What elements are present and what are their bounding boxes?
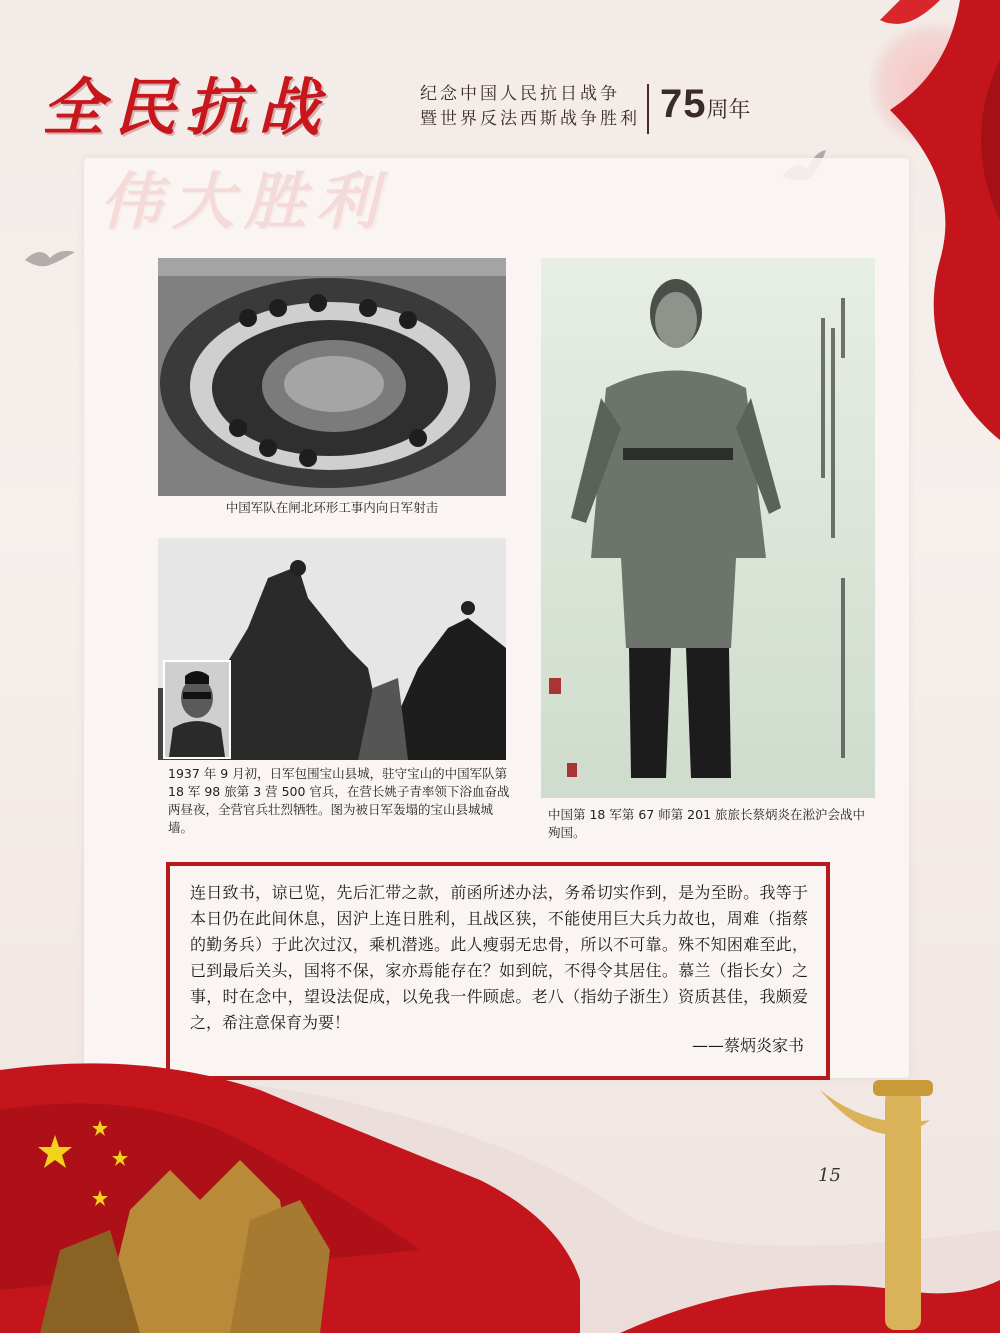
anniversary-badge — [660, 82, 751, 127]
officer-painting-photo — [541, 258, 875, 798]
letter-signature: ——蔡炳炎家书 — [691, 1036, 804, 1055]
slogan-line-1: 纪念中国人民抗日战争 — [420, 84, 620, 104]
dove-icon — [20, 240, 80, 280]
anniversary-slogan — [420, 82, 640, 132]
slogan-divider — [647, 84, 649, 134]
anniversary-number: 75 — [660, 82, 707, 126]
photo3-caption: 中国第 18 军第 67 师第 201 旅旅长蔡炳炎在淞沪会战中殉国。 — [548, 807, 866, 840]
title-line-1: 全民抗战 — [42, 71, 331, 144]
slogan-line-2: 暨世界反法西斯战争胜利 — [420, 109, 640, 129]
letter-text: 连日致书，谅已览，先后汇带之款，前函所述办法，务希切实作到，是为至盼。我等于本日仍在此间休息，因沪上连日胜利，且战区狭，不能使用巨大兵力故也，周难（指蔡的勤务兵）于此次过汉，乘机潜逃。此人瘦弱无忠骨，所以不可靠。殊不知困难至此，已到最后关头，国将不保，家亦焉能存在？如到皖，不得令其居住。慕兰（指长女）之事，时在念中，望设法促成，以免我一件顾虑。老八（指幼子浙生）资质甚佳，我颇爱之，希注意保育为要！ — [190, 883, 808, 1032]
family-letter-box — [166, 862, 830, 1080]
page-number: 15 — [818, 1165, 841, 1186]
trench-photo — [158, 258, 506, 496]
photo1-caption: 中国军队在闸北环形工事内向日军射击 — [225, 500, 439, 515]
photo2-caption: 1937 年 9 月初，日军包围宝山县城，驻守宝山的中国军队第 18 军 98 旅第 3 营 500 官兵，在营长姚子青率领下浴血奋战两昼夜，全营官兵壮烈牺牲。图为被日军轰塌的宝山县城城墙。 — [168, 766, 510, 835]
anniversary-unit: 周年 — [706, 98, 751, 123]
bottom-decoration — [0, 1050, 1000, 1333]
portrait-inset-photo — [163, 660, 231, 759]
